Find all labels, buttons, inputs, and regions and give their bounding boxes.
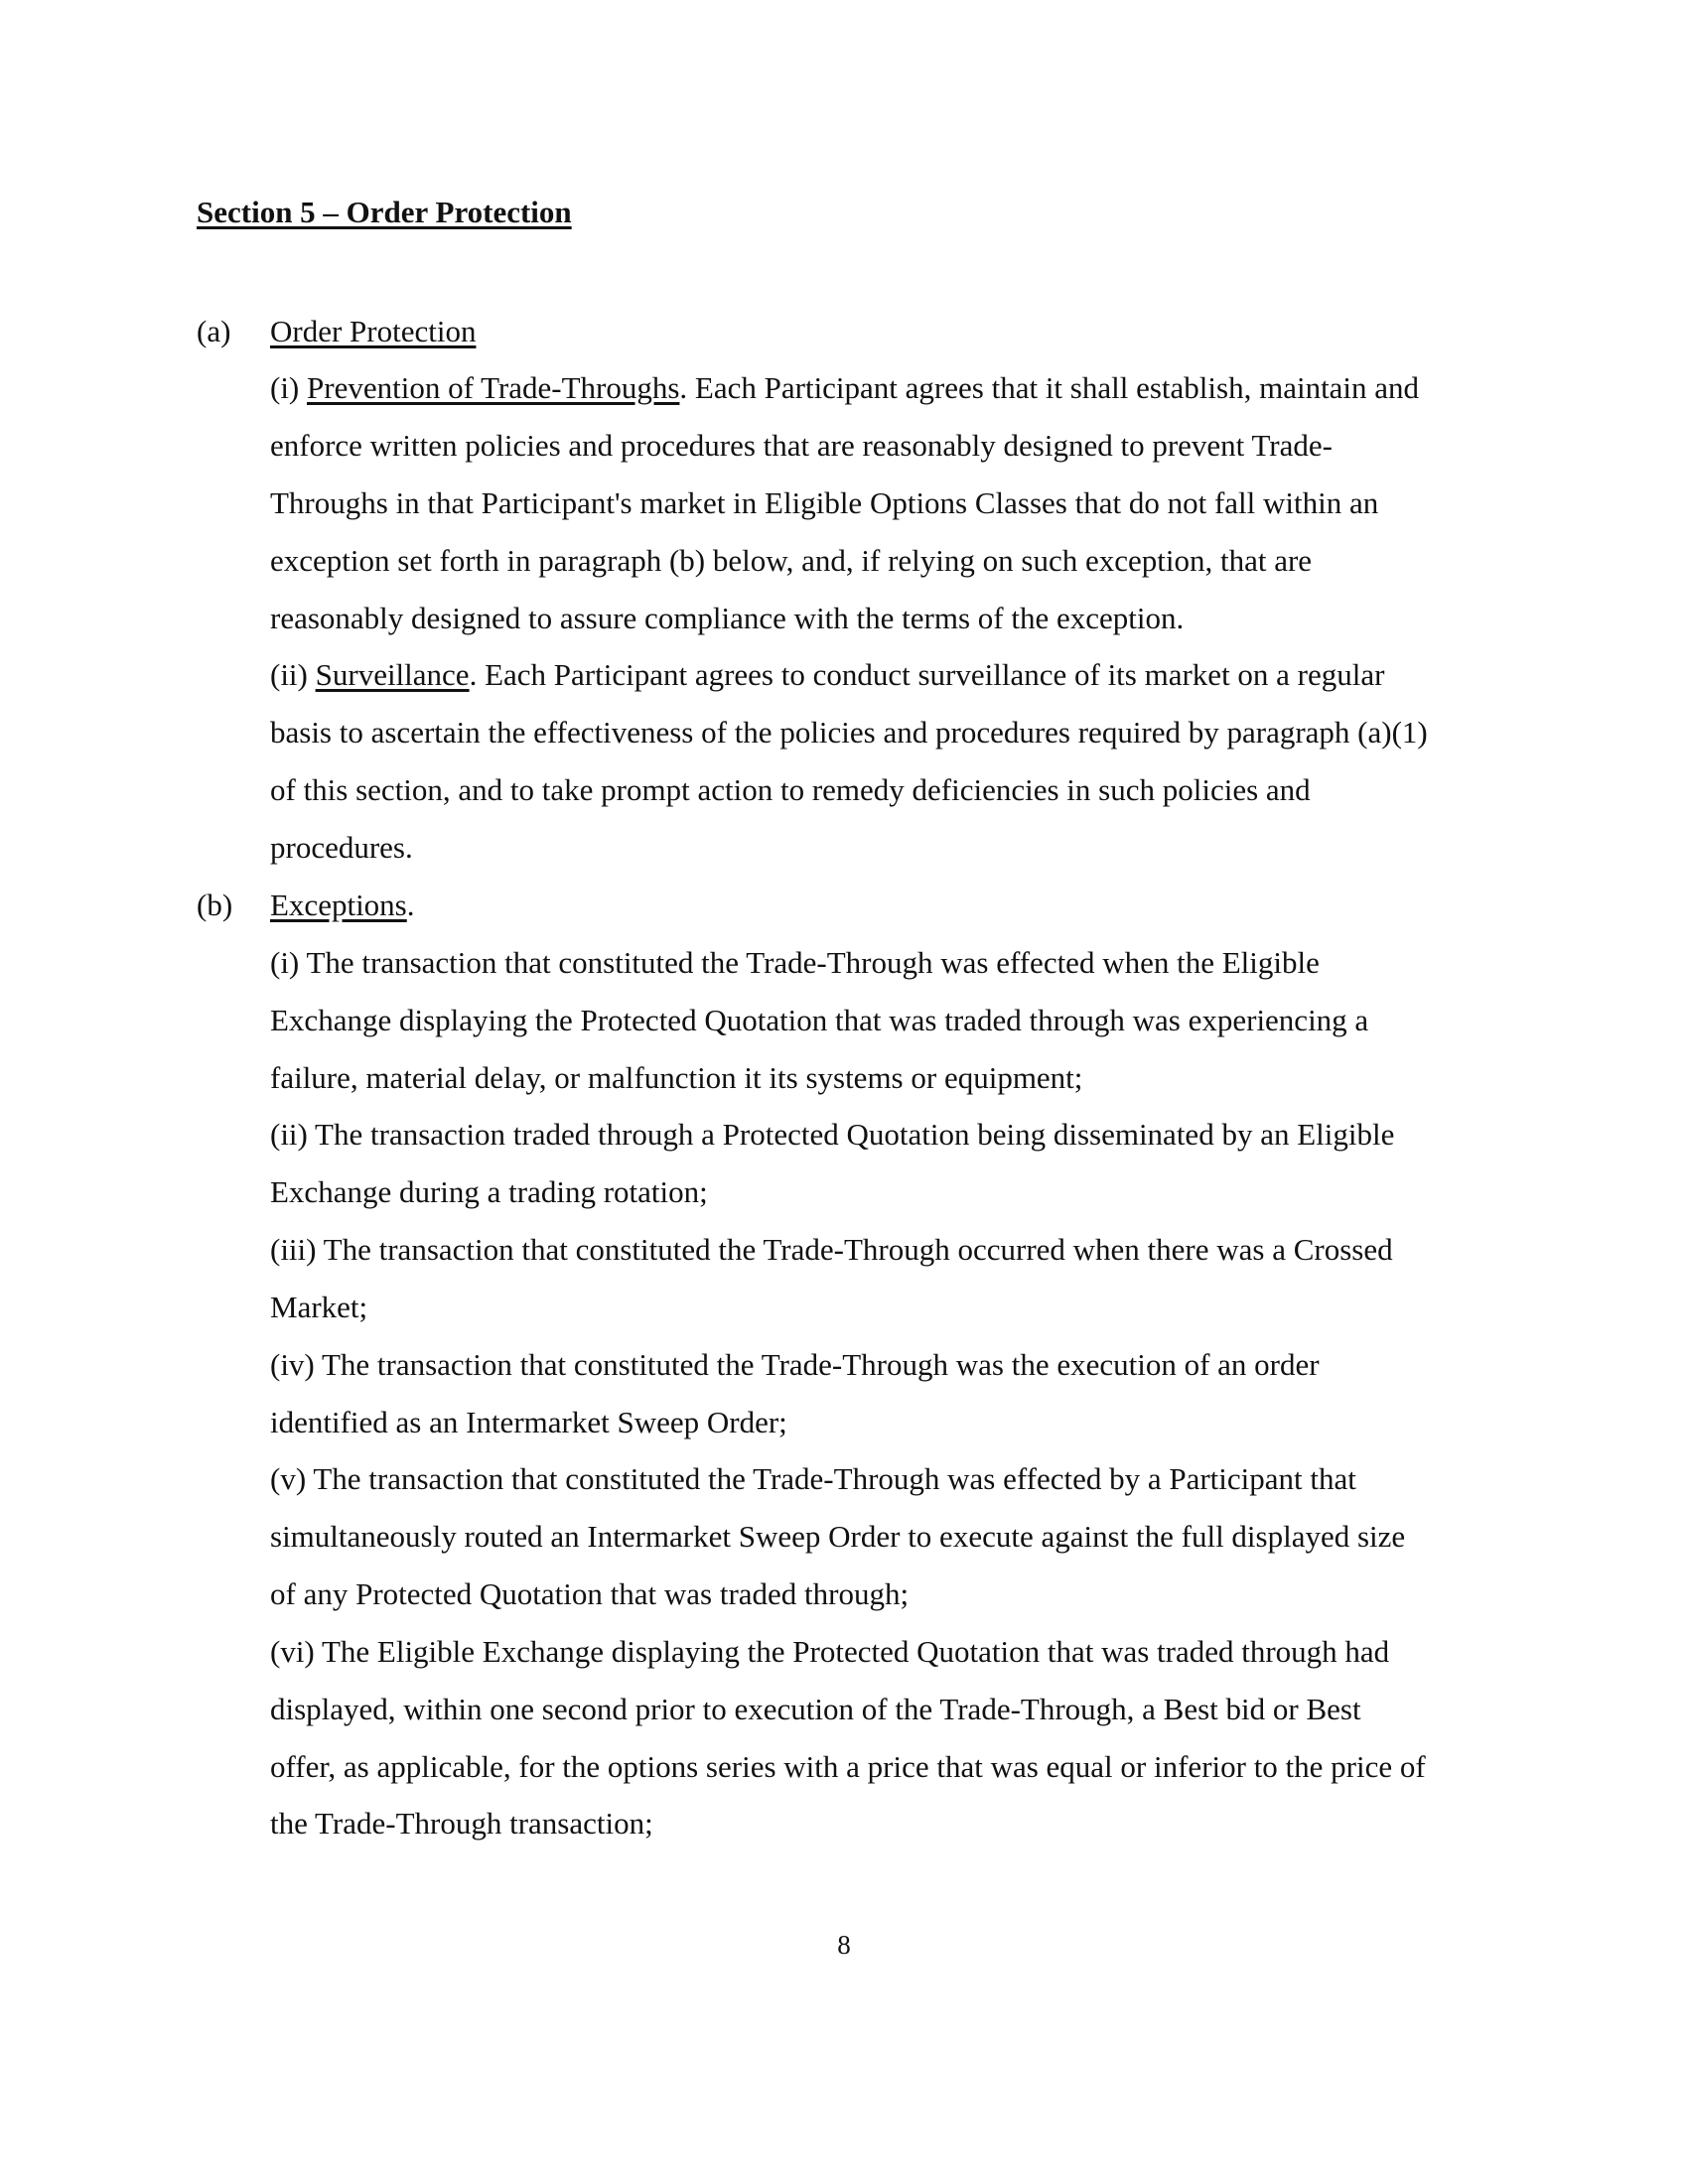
exception-line: Exchange displaying the Protected Quotation that was traded through was experiencing a xyxy=(270,1003,1369,1037)
part-b-marker: (b) xyxy=(197,887,233,922)
exception-line: (vi) The Eligible Exchange displaying the Protected Quotation that was traded through had xyxy=(270,1634,1390,1669)
part-a-marker: (a) xyxy=(197,314,231,348)
exception-line: failure, material delay, or malfunction it its systems or equipment; xyxy=(270,1060,1083,1095)
exception-line: identified as an Intermarket Sweep Order; xyxy=(270,1405,787,1439)
section-heading: Section 5 – Order Protection xyxy=(197,195,572,229)
exception-line: simultaneously routed an Intermarket Sweep Order to execute against the full displayed size xyxy=(270,1519,1406,1554)
exception-line: (v) The transaction that constituted the Trade-Through was effected by a Participant that xyxy=(270,1461,1356,1496)
exception-line: (i) The transaction that constituted the Trade-Through was effected when the Eligible xyxy=(270,945,1320,980)
page-number: 8 xyxy=(837,1930,851,1960)
item-a-i-term: Prevention of Trade-Throughs xyxy=(307,370,680,405)
part-a-title: Order Protection xyxy=(270,314,477,348)
exception-line: (iv) The transaction that constituted the Trade-Through was the execution of an order xyxy=(270,1347,1320,1382)
item-a-i-prefix: (i) xyxy=(270,370,308,405)
item-a-i-line-3: Throughs in that Participant's market in Eligible Options Classes that do not fall within an xyxy=(270,485,1379,520)
exception-line: Market; xyxy=(270,1290,368,1324)
part-b-title: Exceptions xyxy=(270,887,407,922)
item-a-ii-text: . Each Participant agrees to conduct surveillance of its market on a regular xyxy=(469,657,1385,692)
exception-line: offer, as applicable, for the options series with a price that was equal or inferior to the price of xyxy=(270,1749,1426,1784)
exception-line: displayed, within one second prior to execution of the Trade-Through, a Best bid or Best xyxy=(270,1692,1361,1726)
exception-line: Exchange during a trading rotation; xyxy=(270,1174,708,1209)
item-a-ii-line-2: basis to ascertain the effectiveness of the policies and procedures required by paragraph (a)(1) xyxy=(270,715,1428,750)
item-a-ii-prefix: (ii) xyxy=(270,657,316,692)
item-a-i-line-2: enforce written policies and procedures that are reasonably designed to prevent Trade- xyxy=(270,428,1333,463)
item-a-i-line-5: reasonably designed to assure compliance with the terms of the exception. xyxy=(270,601,1185,635)
item-a-i-text: . Each Participant agrees that it shall establish, maintain and xyxy=(679,370,1420,405)
item-a-i-line-1 xyxy=(270,368,1419,408)
exception-line: (iii) The transaction that constituted the Trade-Through occurred when there was a Crossed xyxy=(270,1232,1393,1267)
item-a-ii-line-3: of this section, and to take prompt action to remedy deficiencies in such policies and xyxy=(270,772,1311,807)
item-a-ii-line-1 xyxy=(270,655,1384,695)
part-b-title-suffix: . xyxy=(406,887,415,922)
item-a-ii-line-4: procedures. xyxy=(270,830,413,865)
item-a-i-line-4: exception set forth in paragraph (b) below, and, if relying on such exception, that are xyxy=(270,543,1313,578)
item-a-ii-term: Surveillance xyxy=(315,657,470,692)
exception-line: of any Protected Quotation that was traded through; xyxy=(270,1576,910,1611)
exception-line: (ii) The transaction traded through a Protected Quotation being disseminated by an Eligible xyxy=(270,1117,1395,1152)
exception-line: the Trade-Through transaction; xyxy=(270,1806,653,1841)
part-b-title-line xyxy=(270,886,415,925)
